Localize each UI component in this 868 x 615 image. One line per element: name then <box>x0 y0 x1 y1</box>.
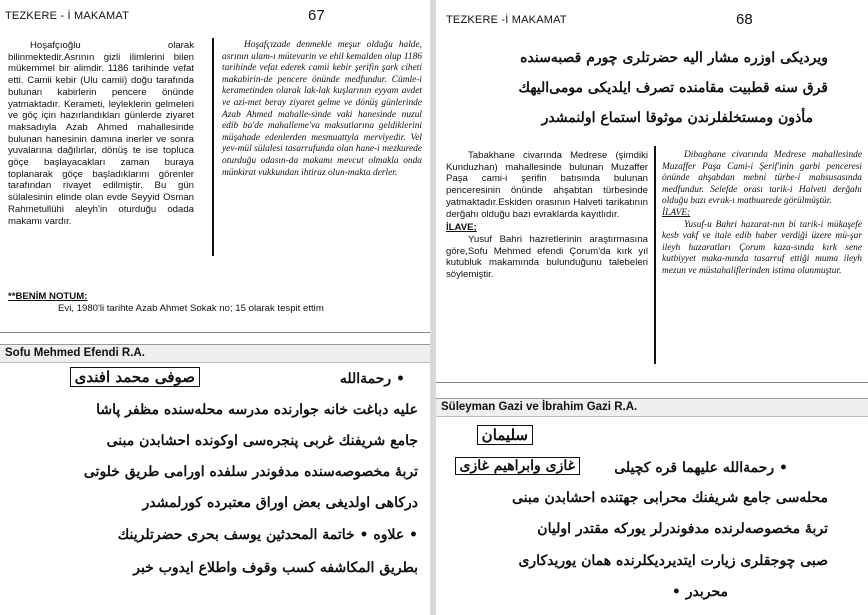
left-page <box>0 0 430 615</box>
left-transliteration-column <box>222 40 422 179</box>
ottoman-line: • رحمةالله علیهما قره كچیلی <box>614 460 788 476</box>
transliteration-paragraph: Dibaghane civarında Medrese mahallesinde Muzaffer Paşa Cami-i Şerif'inin garbi penceresi önünde ahşabdan mebni türbe-i mahsusasında medfundur. Selefde orası tarik-i Halveti derğahı olduğu bazı evrak-ı matbuarede görülmüştür. <box>662 150 862 207</box>
section-divider <box>436 382 868 383</box>
ottoman-boxed-name: صوفی محمد افندی <box>70 368 200 386</box>
latin-paragraph: Tabakhane civarında Medrese (şimdiki Kunduzhan) mahallesinde bulunan Muzaffer Paşa cami-i şerifin batısında bulunan penceresinin önünde ahşabtan türbesinde yatmaktadır.Eskiden orasının Halveti tarikatının derğahı olduğu bazı evraklarda kayıtlıdır. <box>446 150 648 220</box>
right-page <box>436 0 868 615</box>
ottoman-boxed-inline: غازی وابراهیم غازی <box>455 458 580 474</box>
ottoman-boxed-name: سلیمان <box>477 426 533 444</box>
ottoman-line: • علاوه • خاتمة المحدثین یوسف بحری حضرتلرینك <box>117 527 418 543</box>
left-latin-column <box>8 40 194 227</box>
author-note <box>8 291 388 314</box>
latin-paragraph: Hoşafçıoğlu olarak bilinmektedir.Asrının gizli ilimlerini bilen mükemmel bir alimdir. 1186 tarihinde vefat etti. Camii kebir (Ulu camii) doğu tarafında bulunan kabirlerin pencere önünde yatmaktadır. Kerameti, leyleklerin gelmeleri ve göç için hazırlandıkları günlerde ziyaret maksadıyla Azab Ahmed mahallesinde bulunan hanesinin damına inerler ve sonra yuvalarına dağılırlar, dönüş te ise topluca göçe başlayacakları zaman buraya toplanarak göçe başladıklarını görenler tarafından rivayet edilmiştir. Bu gün sülalesinin elinde olan evde Seyyid Osman Rahmetullühi aleyh'in oturduğu odada makamı vardır. <box>8 40 194 227</box>
ilave-label: İLAVE; <box>446 222 477 234</box>
ilave-text: Yusuf Bahri hazretlerinin araştırmasına göre,Sofu Mehmed efendi Çorum'da kırk yıl kutubluk makamında bulunduğunu talebeleri söylemiştir. <box>446 233 648 281</box>
translit-ilave-text: Yusuf-u Bahri hazarat-nın bi tarik-i mükaşefe kesb vakf ve itale edib haber verdiği üzere mü-şar ileyh hazaratları Çorum kaza-sında kırk sene kutbiyyet maka-mında tasarruf ettiği muma ileyh mezun ve müstahaliflerinden istima olunmuştur. <box>662 219 862 276</box>
note-text: Evi, 1980'li tarihte Azab Ahmet Sokak no; 15 olarak tespit ettim <box>58 302 324 314</box>
right-latin-column <box>446 150 648 281</box>
ottoman-line: دركاهی اولدیغی بعض اوراق معتبرده كورلمشدر <box>142 495 418 511</box>
translit-ilave-label: İLAVE; <box>662 207 691 218</box>
right-transliteration-column <box>662 150 862 278</box>
right-running-header: TEZKERE -İ MAKAMAT <box>446 14 567 26</box>
ottoman-line: بطریق المكاشفه كسب وقوف واطلاع ایدوب خبر <box>133 560 418 576</box>
right-page-number: 68 <box>736 11 753 28</box>
section-divider <box>0 332 430 333</box>
ottoman-line: محله‌سی جامع شریفنك محرابی جهتنده احشابدن مبنی <box>511 490 828 506</box>
ottoman-line: تربهٔ مخصوصه‌سنده مدفوندر سلفده اورامی طریق خلوتی <box>83 464 418 480</box>
ottoman-line: صبی چوجقلری زیارت ایتدیردیكلرنده همان یوریدكاری <box>518 553 828 569</box>
left-running-header: TEZKERE - İ MAKAMAT <box>5 10 129 22</box>
ottoman-line: جامع شریفنك غربی پنجره‌سی اوكونده احشابدن مبنی <box>106 433 418 449</box>
section-title-suleyman-ibrahim: Süleyman Gazi ve İbrahim Gazi R.A. <box>436 398 868 417</box>
column-divider <box>654 146 656 364</box>
transliteration-paragraph: Hoşafçızade denmekle meşur olduğu halde, asrının ulam-ı mütevarin ve ehil kemalden olup 1186 tarihinde vefat ederek camii kebir şerifin şark ciheti makabirin-de pencere önünde medfundur. Cümle-i kerametinden olarak lak-lak kuşlarının eyyam avdet ve azi-met beray ziyaret gelme ve dönüş günlerinde Azab Ahmed mahalle-sinde vaki hanesinde nuzul edib ba'de mahalleme'va maksutlarına geldiklerini müşahade edenlerden mesmuattyla merviyedir. Vel yev-mül sülalesi tasarrufunda olan hane-i mezkurede oturduğu odasın-da makamı mevcut olmakla onda münkirat vukkundan ihtiraz olun-makta derler. <box>222 40 422 178</box>
ottoman-line: تربهٔ مخصوصه‌لرنده مدفوندرلر یوركه مقتدر اولیان <box>537 521 828 537</box>
ottoman-top-line: قرق سنه قطبیت مقامنده تصرف ایلدیكی مومی‌الیهك <box>518 80 828 96</box>
ottoman-top-line: مأذون ومستخلفلرندن موثوقا استماع اولنمشدر <box>541 110 813 126</box>
ottoman-top-line: ویردیكی اوزره مشار الیه حضرتلری چورم قصبه‌سنده <box>520 50 828 66</box>
section-title-sofu-mehmed: Sofu Mehmed Efendi R.A. <box>0 344 430 363</box>
ottoman-line: محربدر • <box>671 584 728 600</box>
note-title: **BENİM NOTUM: <box>8 291 88 302</box>
column-divider <box>212 38 214 256</box>
left-page-number: 67 <box>308 7 325 24</box>
ottoman-line: علیه دباغت خانه جوارنده مدرسه محله‌سنده مظفر پاشا <box>96 402 418 418</box>
ottoman-line: • رحمةالله <box>339 371 405 387</box>
